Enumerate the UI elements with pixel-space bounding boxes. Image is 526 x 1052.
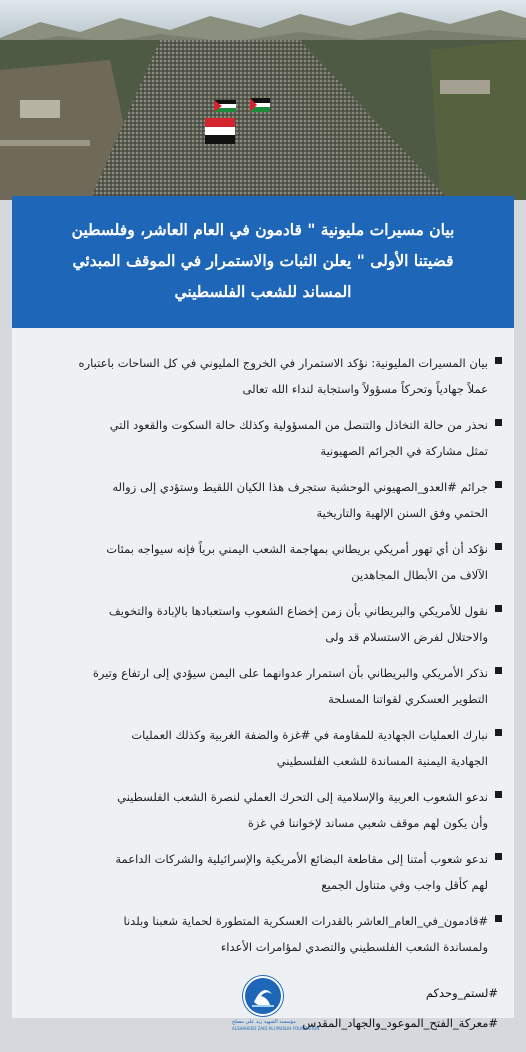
bullet-icon [495, 605, 502, 612]
bullet-icon [495, 667, 502, 674]
statement-item [24, 660, 502, 712]
statement-item [24, 412, 502, 464]
headline-line: المساند للشعب الفلسطيني [174, 282, 352, 301]
statement-line: بيان المسيرات المليونية: نؤكد الاستمرار في الخروج المليوني في كل الساحات باعتباره [78, 356, 488, 370]
statement-line: لهم كأقل واجب وفي متناول الجميع [321, 878, 488, 892]
statement-item [24, 474, 502, 526]
statement-line: عملاً جهادياً وتحركاً مسؤولاً واستجابة لنداء الله تعالى [242, 382, 488, 396]
bullet-icon [495, 729, 502, 736]
statement-line: نؤكد أن أي تهور أمريكي بريطاني بمهاجمة الشعب اليمني برياً فإنه سيواجه بمئات [106, 542, 488, 556]
bullet-icon [495, 543, 502, 550]
headline-line: بيان مسيرات مليونية " قادمون في العام العاشر، وفلسطين [71, 220, 455, 239]
statement-line: جرائم #العدو_الصهيوني الوحشية ستجرف هذا الكيان اللقيط وستؤدي إلى زواله [112, 480, 488, 494]
headline-line: قضيتنا الأولى " يعلن الثبات والاستمرار في الموقف المبدئي [72, 251, 454, 270]
statement-line: تمثل مشاركة في الجرائم الصهيونية [320, 444, 488, 458]
bullet-icon [495, 853, 502, 860]
statement-line: نحذر من حالة التخاذل والتنصل من المسؤولية وكذلك حالة السكوت والقعود التي [109, 418, 488, 432]
statement-line: الآلاف من الأبطال المجاهدين [351, 568, 488, 582]
foundation-logo [232, 975, 320, 1041]
palestine-flag-icon [250, 98, 270, 112]
statement-item [24, 722, 502, 774]
statement-item [24, 536, 502, 588]
statement-line: الجهادية اليمنية المساندة للشعب الفلسطيني [276, 754, 488, 768]
crowd-street [0, 40, 526, 200]
palestine-flag-icon [214, 100, 236, 112]
statement-item [24, 908, 502, 960]
bullet-icon [495, 419, 502, 426]
bullet-icon [495, 357, 502, 364]
statement-line: نذكر الأمريكي والبريطاني بأن استمرار عدوانهما على اليمن سيؤدي إلى ارتفاع وتيرة [92, 666, 488, 680]
statement-line: نبارك العمليات الجهادية للمقاومة في #غزة والضفة الغربية وكذلك العمليات [131, 728, 488, 742]
bullet-icon [495, 791, 502, 798]
headline-banner [12, 196, 514, 328]
statement-line: الحتمي وفق السنن الإلهية والتاريخية [316, 506, 488, 520]
bullet-icon [495, 915, 502, 922]
statement-line: ولمساندة الشعب الفلسطيني والتصدي لمؤامرات الأعداء [220, 940, 488, 954]
logo-subcaption: ALSHAHEED ZAID ALI MUSLIH FOUNDATION [232, 1026, 320, 1031]
statement-line: #قادمون_في_العام_العاشر بالقدرات العسكرية المتطورة لحماية شعبنا وبلدنا [123, 914, 488, 928]
statement-line: والاحتلال لفرض الاستسلام قد ولى [325, 630, 488, 644]
yemen-flag-icon [205, 118, 235, 144]
hashtag[interactable]: #معركة_الفتح_الموعود_والجهاد_المقدس [302, 1016, 498, 1030]
crowd-photo [0, 0, 526, 200]
statement-line: وأن يكون لهم موقف شعبي مساند لإخواننا في غزة [247, 816, 488, 830]
statement-item [24, 350, 502, 402]
organization-logo-icon [242, 975, 284, 1017]
statement-line: ندعو شعوب أمتنا إلى مقاطعة البضائع الأمريكية والإسرائيلية والشركات الداعمة [115, 852, 488, 866]
bullet-icon [495, 481, 502, 488]
logo-caption: مؤسسة الشهيد زيد علي مصلح [232, 1019, 296, 1025]
statement-line: نقول للأمريكي والبريطاني بأن زمن إخضاع الشعوب واستعبادها بالإبادة والتخويف [108, 604, 488, 618]
statement-item [24, 598, 502, 650]
logo-mark-icon [242, 975, 284, 1017]
statement-line: ندعو الشعوب العربية والإسلامية إلى التحرك العملي لنصرة الشعب الفلسطيني [117, 790, 488, 804]
statement-item [24, 846, 502, 898]
statement-item [24, 784, 502, 836]
statement-line: التطوير العسكري لقواتنا المسلحة [328, 692, 488, 706]
hashtag[interactable]: #لستم_وحدكم [425, 986, 498, 1000]
